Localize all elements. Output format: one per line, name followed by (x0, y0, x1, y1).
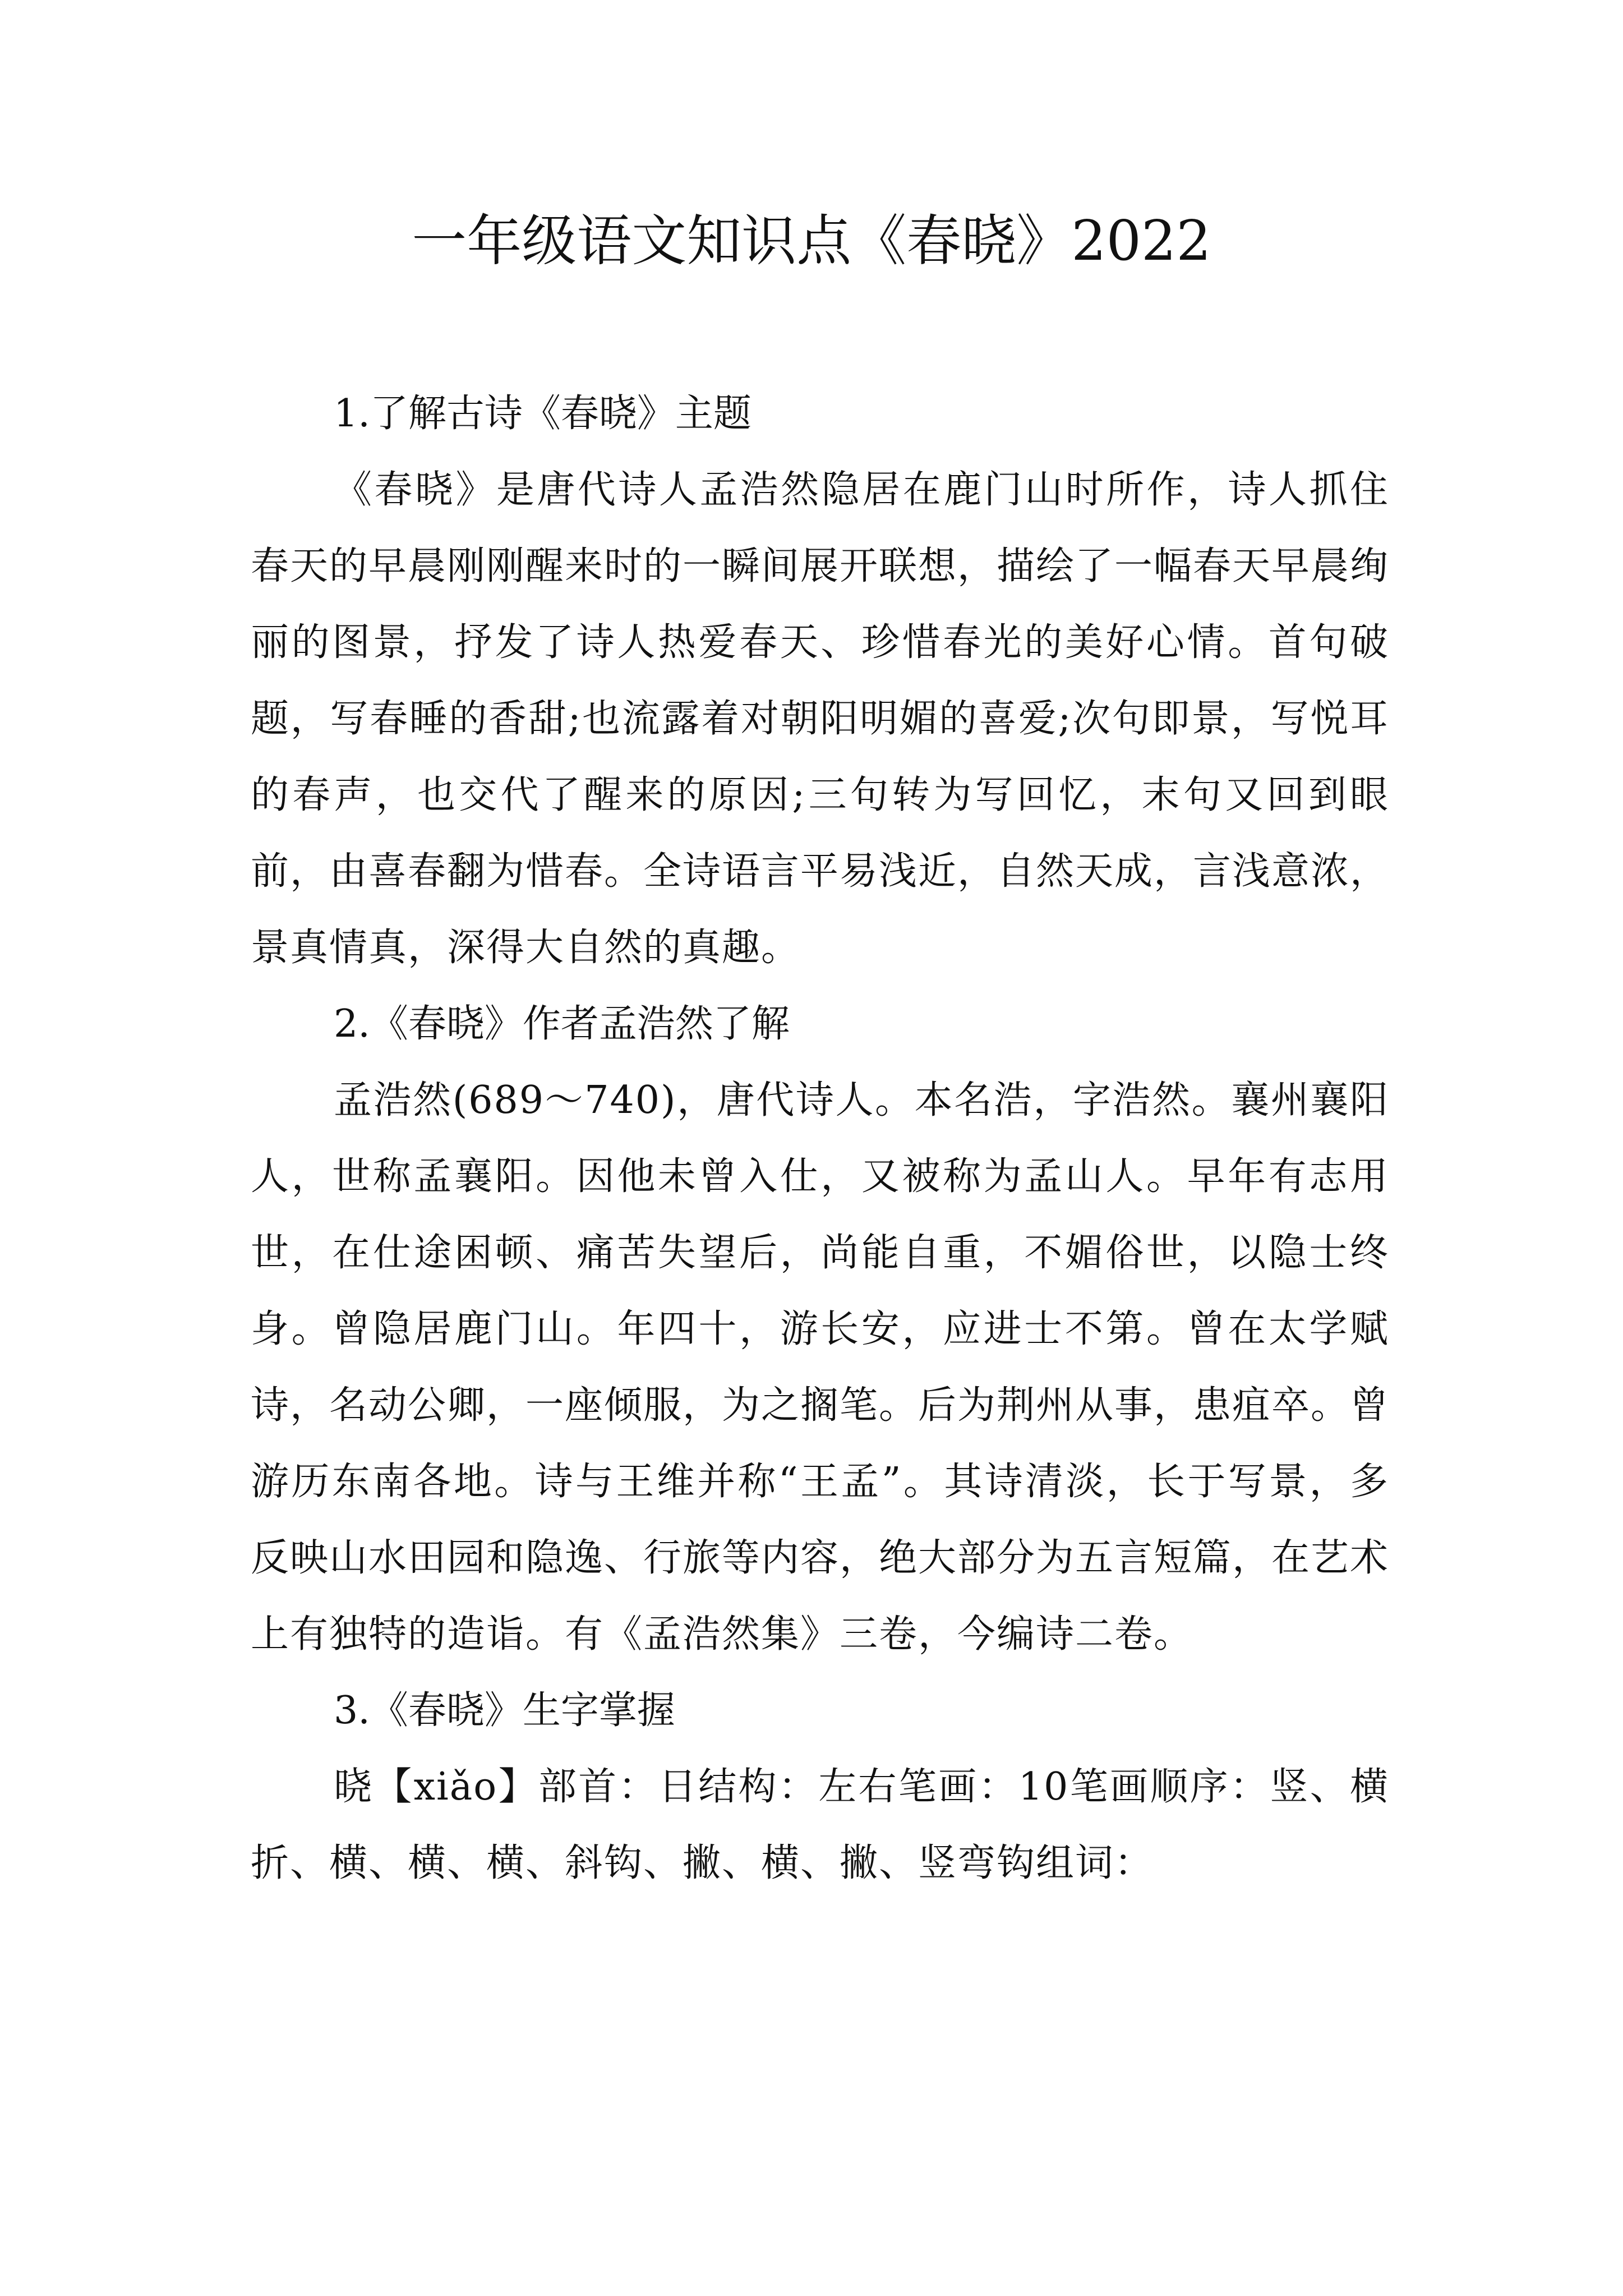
document-title: 一年级语文知识点《春晓》2022 (412, 209, 1211, 273)
section-heading: 2.《春晓》作者孟浩然了解 (334, 1002, 790, 1046)
section-heading: 3.《春晓》生字掌握 (334, 1688, 675, 1733)
document-body (251, 376, 1389, 1902)
section-author (251, 986, 1389, 1673)
section-paragraph: 《春晓》是唐代诗人孟浩然隐居在鹿门山时所作，诗人抓住春天的早晨刚刚醒来时的一瞬间展开联想，描绘了一幅春天早晨绚丽的图景，抒发了诗人热爱春天、珍惜春光的美好心情。首句破题，写春睡的香甜;也流露着对朝阳明媚的喜爱;次句即景，写悦耳的春声，也交代了醒来的原因;三句转为写回忆，末句又回到眼前，由喜春翻为惜春。全诗语言平易浅近，自然天成，言浅意浓，景真情真，深得大自然的真趣。 (251, 468, 1390, 970)
section-theme (251, 376, 1389, 986)
section-characters (251, 1673, 1389, 1902)
section-paragraph: 晓【xiǎo】部首：日结构：左右笔画：10笔画顺序：竖、横折、横、横、横、斜钩、撇、横、撇、竖弯钩组词： (251, 1765, 1389, 1885)
section-paragraph: 孟浩然(689～740)，唐代诗人。本名浩，字浩然。襄州襄阳人，世称孟襄阳。因他未曾入仕，又被称为孟山人。早年有志用世，在仕途困顿、痛苦失望后，尚能自重，不媚俗世，以隐士终身。曾隐居鹿门山。年四十，游长安，应进士不第。曾在太学赋诗，名动公卿，一座倾服，为之搁笔。后为荆州从事，患疽卒。曾游历东南各地。诗与王维并称“王孟”。其诗清淡，长于写景，多反映山水田园和隐逸、行旅等内容，绝大部分为五言短篇，在艺术上有独特的造诣。有《孟浩然集》三卷，今编诗二卷。 (251, 1078, 1390, 1657)
section-heading: 1.了解古诗《春晓》主题 (334, 392, 751, 436)
